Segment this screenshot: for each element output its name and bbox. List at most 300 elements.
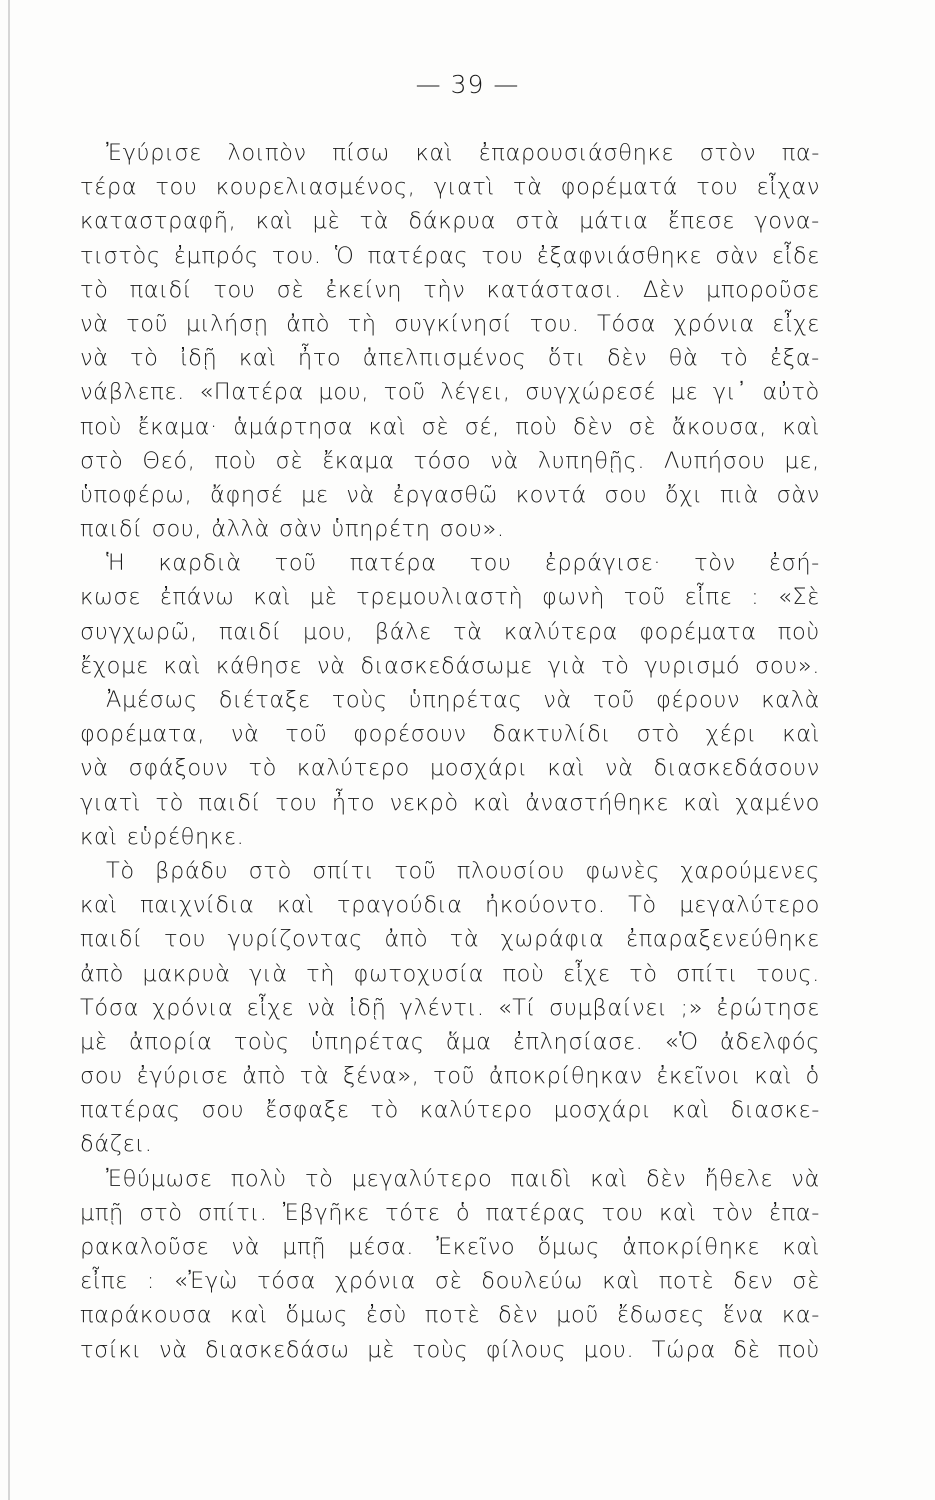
text-line	[80, 786, 820, 820]
word: χρόνια	[152, 994, 234, 1021]
word: γιατὶ	[80, 789, 142, 816]
word: τέρα	[80, 174, 138, 201]
word: νὰ	[316, 652, 346, 679]
word: κουρελιασμένος,	[215, 174, 416, 201]
word: ποὺ	[777, 618, 820, 645]
word: σφάξουν	[128, 755, 229, 782]
word: Ἐθύμωσε	[106, 1165, 213, 1192]
word: πιὰ	[720, 481, 759, 508]
word: νὰ	[307, 994, 336, 1021]
page-number: — 39 —	[415, 70, 520, 99]
word: καταστραφῆ,	[80, 208, 237, 235]
word: νὰ	[346, 481, 375, 508]
text-line	[80, 1196, 820, 1230]
word: ἁμάρτησα	[233, 413, 354, 440]
word: λυπηθῇς.	[537, 447, 646, 474]
word: νὰ	[231, 1234, 261, 1260]
word: νὰ	[791, 1165, 820, 1192]
word: ἦτο	[297, 345, 342, 372]
word: τὰ	[453, 618, 483, 645]
word: μὲ	[309, 584, 338, 611]
word: νὰ	[490, 447, 519, 474]
word: καὶ	[229, 1302, 268, 1329]
word: φορέματα,	[80, 721, 206, 748]
word: ἔχομε	[80, 652, 149, 679]
word: καλύτερο	[296, 755, 410, 782]
word: ἐρώτησε	[716, 994, 820, 1021]
word: ἐκείνη	[325, 276, 403, 303]
word: ἰδῇ	[179, 345, 218, 372]
word: του	[481, 242, 524, 269]
word: καὶ	[547, 755, 586, 782]
word: νεκρὸ	[389, 789, 459, 816]
word: παιδί	[80, 516, 143, 543]
word: καὶ	[473, 789, 511, 816]
text-line	[80, 478, 820, 512]
word: κάθησε	[215, 652, 303, 679]
body-text	[80, 136, 820, 1367]
word: «Ὁ	[664, 1028, 699, 1055]
word: ἀπελπισμένος	[362, 345, 527, 372]
word: πολὺ	[230, 1165, 287, 1192]
word: διέταξε	[218, 687, 311, 713]
word: σὰν	[715, 242, 759, 269]
word: στὸ	[636, 721, 680, 748]
word: εὑρέθηκε.	[126, 823, 245, 850]
word: εἶχαν	[756, 174, 820, 201]
word: θὰ	[668, 345, 699, 372]
word: ἐκεῖνοι	[656, 1063, 741, 1090]
word: γιὰ	[249, 960, 288, 987]
word: «Τί	[497, 994, 536, 1021]
word: παιδί	[198, 789, 261, 816]
text-line	[80, 888, 820, 922]
word: τὴ	[347, 310, 377, 337]
word: ὁ	[805, 1063, 820, 1090]
word: με,	[784, 447, 820, 474]
word: νὰ	[159, 1336, 188, 1363]
word: παιχνίδια	[140, 892, 255, 919]
word: δάζει.	[80, 1131, 153, 1158]
word: λοιπὸν	[227, 140, 307, 166]
word: τοῦ	[394, 857, 437, 884]
word: Ἐγύρισε	[106, 140, 202, 166]
word: τρεμουλιαστὴ	[356, 584, 524, 611]
word: ὑποφέρω,	[80, 481, 193, 508]
word: φίλους	[485, 1336, 567, 1363]
word: ἐπα-	[768, 1199, 820, 1226]
word: εἶπε	[684, 584, 733, 611]
word: δὲν	[645, 1165, 687, 1192]
word: σὰν	[776, 481, 820, 508]
word: Τὸ	[106, 857, 135, 884]
word: Ἡ	[106, 550, 126, 577]
word: καὶ	[163, 652, 202, 679]
word: σὲ	[792, 1268, 820, 1295]
word: ὄχι	[664, 481, 703, 508]
word: δεν	[733, 1268, 774, 1295]
word: ἄφησέ	[210, 481, 284, 508]
text-line	[80, 1025, 820, 1059]
word: μποροῦσε	[706, 276, 820, 303]
word: καὶ	[658, 1199, 697, 1226]
word: Τόσα	[80, 994, 140, 1021]
word: μάτια	[579, 208, 649, 235]
word: ἐγύρισε	[136, 1063, 229, 1090]
word: ἔκαμα	[322, 447, 395, 474]
word: καὶ	[253, 584, 291, 611]
page-edge-shadow	[8, 0, 10, 1500]
word: τὸν	[694, 550, 736, 577]
word: του	[601, 1199, 644, 1226]
word: κατάστασι.	[486, 276, 622, 303]
word: χέρι	[705, 721, 757, 748]
word: νὰ	[543, 687, 572, 713]
word: καὶ	[683, 789, 721, 816]
word: του	[469, 550, 512, 577]
word: ἔσφαξε	[265, 1097, 350, 1124]
word: Τώρα	[651, 1336, 716, 1363]
word: ;»	[680, 994, 704, 1021]
word: σου	[604, 481, 648, 508]
word: ὑπηρέτη	[331, 516, 431, 543]
word: νὰ	[604, 755, 634, 782]
word: Ἀμέσως	[106, 687, 198, 713]
word: «Σὲ	[777, 584, 820, 611]
word: δὲν	[606, 345, 648, 372]
word: σὲ	[276, 276, 305, 303]
word: τοῦ	[285, 721, 328, 748]
word: σὲ	[275, 447, 304, 474]
word: ὑπηρέτας	[408, 687, 523, 713]
word: τσίκι	[80, 1336, 142, 1363]
text-line	[80, 615, 820, 649]
word: γυρισμό	[644, 652, 741, 679]
word: «Ἐγὼ	[173, 1268, 239, 1295]
word: διασκε-	[730, 1097, 820, 1124]
word: Τόσα	[597, 310, 657, 337]
word: φορέματά	[560, 174, 679, 201]
word: Τὸ	[628, 892, 657, 919]
text-line	[80, 410, 820, 444]
word: καλὰ	[761, 687, 820, 713]
word: ποὺ	[214, 447, 257, 474]
text-line	[80, 273, 820, 307]
word: φωνὲς	[585, 857, 660, 884]
word: σπίτι	[676, 960, 738, 987]
text-line	[80, 1127, 820, 1161]
word: ἐξαφνιάσθηκε	[536, 242, 703, 269]
word: στὸ	[248, 857, 292, 884]
word: :	[751, 584, 760, 611]
word: ἀποκρίθηκαν	[488, 1063, 643, 1090]
word: φορέματα	[639, 618, 757, 645]
word: ἠκούοντο.	[484, 892, 606, 919]
word: μιλήσῃ	[185, 310, 269, 337]
word: δακτυλίδι	[492, 721, 611, 748]
word: ἐσὺ	[365, 1302, 407, 1329]
word: ὅτι	[547, 345, 586, 372]
word: ἀπὸ	[242, 1063, 287, 1090]
word: ὅμως	[285, 1302, 348, 1329]
word: βράδυ	[155, 857, 229, 884]
word: διασκεδάσω	[205, 1336, 350, 1363]
word: καὶ	[276, 892, 315, 919]
word: ἐργασθῶ	[392, 481, 499, 508]
word: πα-	[781, 140, 820, 166]
word: χαμένο	[735, 789, 820, 816]
text-line	[80, 1298, 820, 1332]
word: ἔπεσε	[667, 208, 735, 235]
text-line	[80, 1059, 820, 1093]
word: τὴ	[306, 960, 336, 987]
word: τότε	[385, 1199, 441, 1226]
word: καὶ	[415, 140, 454, 166]
text-line	[80, 204, 820, 238]
word: μοσχάρι	[429, 755, 528, 782]
word: μου,	[302, 618, 354, 645]
word: ἀδελφός	[719, 1028, 820, 1055]
word: «Πατέρα	[199, 379, 304, 406]
word: καρδιὰ	[158, 550, 242, 577]
word: μεγαλύτερο	[351, 1165, 493, 1192]
word: τοῦ	[383, 379, 426, 406]
word: φορέσουν	[353, 721, 467, 748]
word: τοὺς	[412, 1336, 469, 1363]
word: καὶ	[754, 1063, 792, 1090]
word: τὸ	[601, 652, 630, 679]
word: αὐτὸ	[762, 379, 820, 406]
word: ὁ	[455, 1199, 471, 1226]
word: τοῦ	[592, 687, 635, 713]
text-line	[80, 1093, 820, 1127]
word: σὲ	[434, 1268, 463, 1295]
word: τὸ	[248, 755, 277, 782]
word: του	[163, 926, 207, 953]
word: καὶ	[255, 208, 294, 235]
word: εἶχε	[772, 310, 820, 337]
word: ἐμπρός	[173, 242, 259, 269]
word: του.	[529, 310, 580, 337]
word: ἦτο	[331, 789, 376, 816]
word: πατέρας	[367, 242, 469, 269]
word: σὲ	[421, 413, 450, 440]
word: στὸ	[139, 1199, 183, 1226]
word: τὰ	[449, 926, 480, 953]
text-line	[80, 1230, 820, 1264]
word: νὰ	[80, 755, 109, 782]
word: φωνὴ	[542, 584, 605, 611]
word: πατέρας	[485, 1199, 587, 1226]
word: τὸν	[711, 1199, 754, 1226]
word: ἐπαρουσιάσθηκε	[478, 140, 675, 166]
text-line	[80, 957, 820, 991]
word: Δὲν	[642, 276, 685, 303]
word: πατέρας	[80, 1097, 181, 1124]
word: τὸ	[130, 345, 159, 372]
word: ἀναστήθηκε	[525, 789, 669, 816]
word: καὶ	[782, 721, 820, 748]
word: εἶχε	[563, 960, 611, 987]
word: μὲ	[367, 1336, 395, 1363]
word: παιδί	[219, 618, 282, 645]
word: του	[696, 174, 739, 201]
word: Θεό,	[142, 447, 196, 474]
text-line	[80, 341, 820, 375]
word: γιατὶ	[433, 174, 495, 201]
word: νὰ	[230, 721, 260, 748]
word: δάκρυα	[408, 208, 497, 235]
word: πατέρα	[349, 550, 437, 577]
word: σου».	[754, 652, 820, 679]
word: μέσα.	[348, 1234, 415, 1260]
word: σου».	[439, 516, 505, 543]
word: καὶ	[368, 413, 407, 440]
word: στὸν	[699, 140, 757, 166]
text-line	[80, 922, 820, 956]
word: τιστὸς	[80, 242, 161, 269]
word: ρακαλοῦσε	[80, 1234, 210, 1260]
text-line	[80, 1264, 820, 1298]
word: Λυπήσου	[664, 447, 766, 474]
word: ἀλλὰ	[211, 516, 270, 543]
word: σου	[80, 1063, 123, 1090]
word: τὸ	[719, 345, 749, 372]
word: ἔκαμα·	[137, 413, 218, 440]
word: τὰ	[512, 174, 543, 201]
word: ἐρράγισε·	[544, 550, 662, 577]
text-line	[80, 991, 820, 1025]
word: τὸ	[629, 960, 658, 987]
word: ξένα»,	[342, 1063, 420, 1090]
word: διασκεδάσουν	[653, 755, 820, 782]
word: χρόνια	[334, 1268, 416, 1295]
word: ἄκουσα,	[671, 413, 767, 440]
word: του	[275, 789, 318, 816]
word: τὸ	[304, 1165, 334, 1192]
word: του	[155, 174, 198, 201]
word: γυρίζοντας	[227, 926, 363, 953]
word: σπίτι.	[197, 1199, 268, 1226]
word: τους.	[756, 960, 820, 987]
word: ποτὲ	[424, 1302, 481, 1329]
word: τὸ	[370, 1097, 399, 1124]
word: βάλε	[374, 618, 432, 645]
word: καὶ	[602, 1268, 640, 1295]
word: παιδί	[129, 276, 193, 303]
word: γλέντι.	[399, 994, 485, 1021]
word: Ἐκεῖνο	[436, 1234, 516, 1260]
word: :	[146, 1268, 155, 1295]
word: τόσα	[257, 1268, 316, 1295]
word: τοῦ	[623, 584, 666, 611]
word: κωσε	[80, 584, 142, 611]
word: με	[300, 481, 329, 508]
word: χαρούμενες	[680, 857, 820, 884]
word: μου.	[583, 1336, 635, 1363]
word: καὶ	[238, 345, 277, 372]
text-line	[80, 580, 820, 614]
word: ποτὲ	[658, 1268, 715, 1295]
word: ἐσή-	[768, 550, 820, 577]
word: ἐπάνω	[159, 584, 235, 611]
word: χωράφια	[500, 926, 605, 953]
word: καὶ	[590, 1165, 628, 1192]
word: πλουσίου	[456, 857, 566, 884]
word: στὰ	[515, 208, 560, 235]
text-line	[80, 170, 820, 204]
word: δὲν	[498, 1302, 539, 1329]
word: στὸ	[80, 447, 124, 474]
word: πίσω	[332, 140, 390, 166]
word: καλύτερο	[419, 1097, 533, 1124]
word: μὲ	[312, 208, 341, 235]
text-line	[80, 683, 820, 717]
word: σου	[201, 1097, 245, 1124]
word: λέγει,	[440, 379, 511, 406]
word: νὰ	[80, 345, 109, 372]
word: νάβλεπε.	[80, 379, 185, 406]
text-line	[80, 1162, 820, 1196]
word: παιδί	[80, 926, 143, 953]
word: ἀπὸ	[80, 960, 124, 987]
word: ὅμως	[537, 1234, 600, 1260]
word: κα-	[781, 1302, 820, 1329]
word: Ἐβγῆκε	[282, 1199, 370, 1226]
word: σέ,	[464, 413, 500, 440]
text-line	[80, 546, 820, 580]
word: ἀπὸ	[384, 926, 429, 953]
word: ἀπορία	[128, 1028, 213, 1055]
word: τὸ	[155, 789, 184, 816]
word: συγκίνησί	[394, 310, 513, 337]
text-line	[80, 1333, 820, 1367]
text-line	[80, 854, 820, 888]
word: σπίτι	[312, 857, 375, 884]
text-line	[80, 717, 820, 751]
word: μπῇ	[282, 1234, 327, 1260]
word: παράκουσα	[80, 1302, 213, 1329]
word: τὰ	[359, 208, 390, 235]
word: γιὰ	[547, 652, 587, 679]
word: καὶ	[782, 413, 820, 440]
word: ἔδωσες	[616, 1302, 705, 1329]
word: συγχώρεσέ	[525, 379, 657, 406]
word: τόσο	[413, 447, 472, 474]
word: ποὺ	[515, 413, 558, 440]
word: δὲ	[733, 1336, 761, 1363]
text-line	[80, 512, 820, 546]
text-line	[80, 307, 820, 341]
word: δὲν	[572, 413, 614, 440]
word: ἤθελε	[704, 1165, 774, 1192]
word: ἀπὸ	[286, 310, 331, 337]
word: τοὺς	[331, 687, 388, 713]
word: τὴν	[423, 276, 466, 303]
word: νὰ	[80, 310, 109, 337]
word: εἶχε	[246, 994, 295, 1021]
word: ἐπαραξενεύθηκε	[625, 926, 820, 953]
word: ἕνα	[722, 1302, 765, 1329]
word: σου,	[151, 516, 203, 543]
word: ἀποκρίθηκε	[622, 1234, 761, 1260]
word: τραγούδια	[337, 892, 463, 919]
word: καλύτερα	[503, 618, 618, 645]
word: μπῇ	[80, 1199, 124, 1226]
word: σὲ	[628, 413, 657, 440]
word: κοντά	[515, 481, 587, 508]
word: ἰδῇ	[349, 994, 387, 1021]
